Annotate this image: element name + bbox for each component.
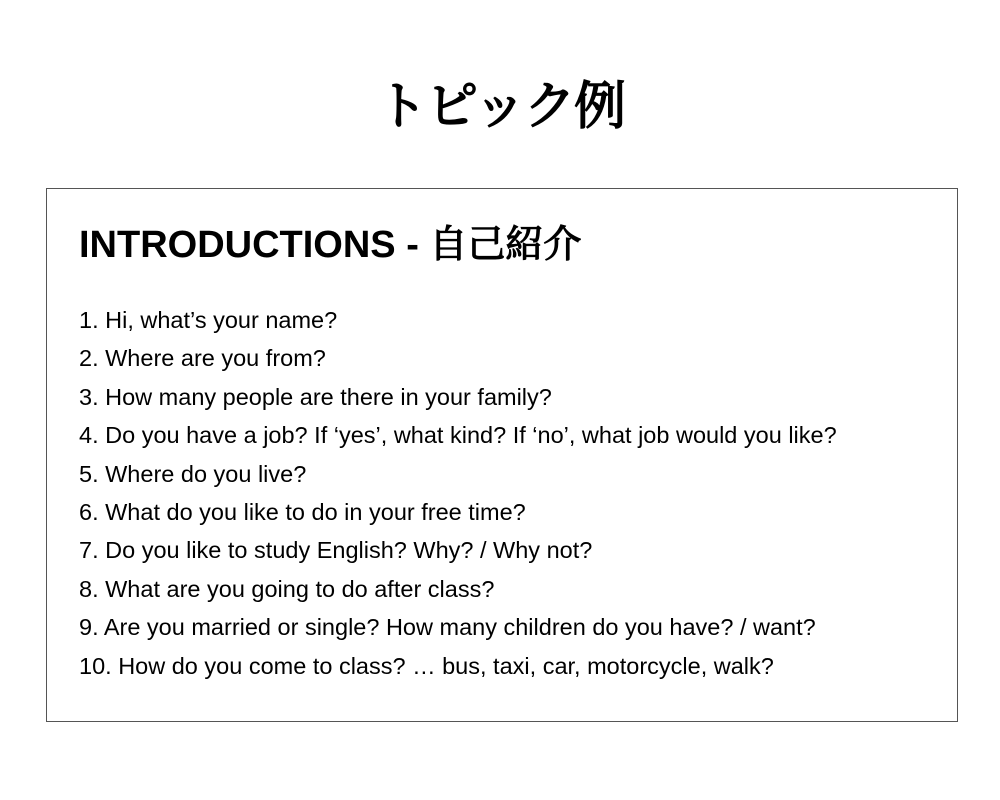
question-item: 8. What are you going to do after class? [79, 575, 495, 602]
question-item: 2. Where are you from? [79, 345, 326, 372]
question-item: 9. Are you married or single? How many children do you have? / want? [79, 614, 816, 641]
question-item: 4. Do you have a job? If ‘yes’, what kind? If ‘no’, what job would you like? [79, 422, 837, 449]
content-box [46, 188, 958, 722]
question-list [79, 301, 837, 685]
section-heading: INTRODUCTIONS - 自己紹介 [79, 224, 582, 266]
question-item: 6. What do you like to do in your free time? [79, 499, 526, 526]
question-item: 3. How many people are there in your family? [79, 383, 552, 410]
question-item: 7. Do you like to study English? Why? / Why not? [79, 537, 593, 564]
question-item: 1. Hi, what’s your name? [79, 307, 338, 333]
question-item: 10. How do you come to class? … bus, taxi, car, motorcycle, walk? [79, 652, 774, 679]
page-title: トピック例 [376, 77, 624, 137]
question-item: 5. Where do you live? [79, 460, 307, 487]
